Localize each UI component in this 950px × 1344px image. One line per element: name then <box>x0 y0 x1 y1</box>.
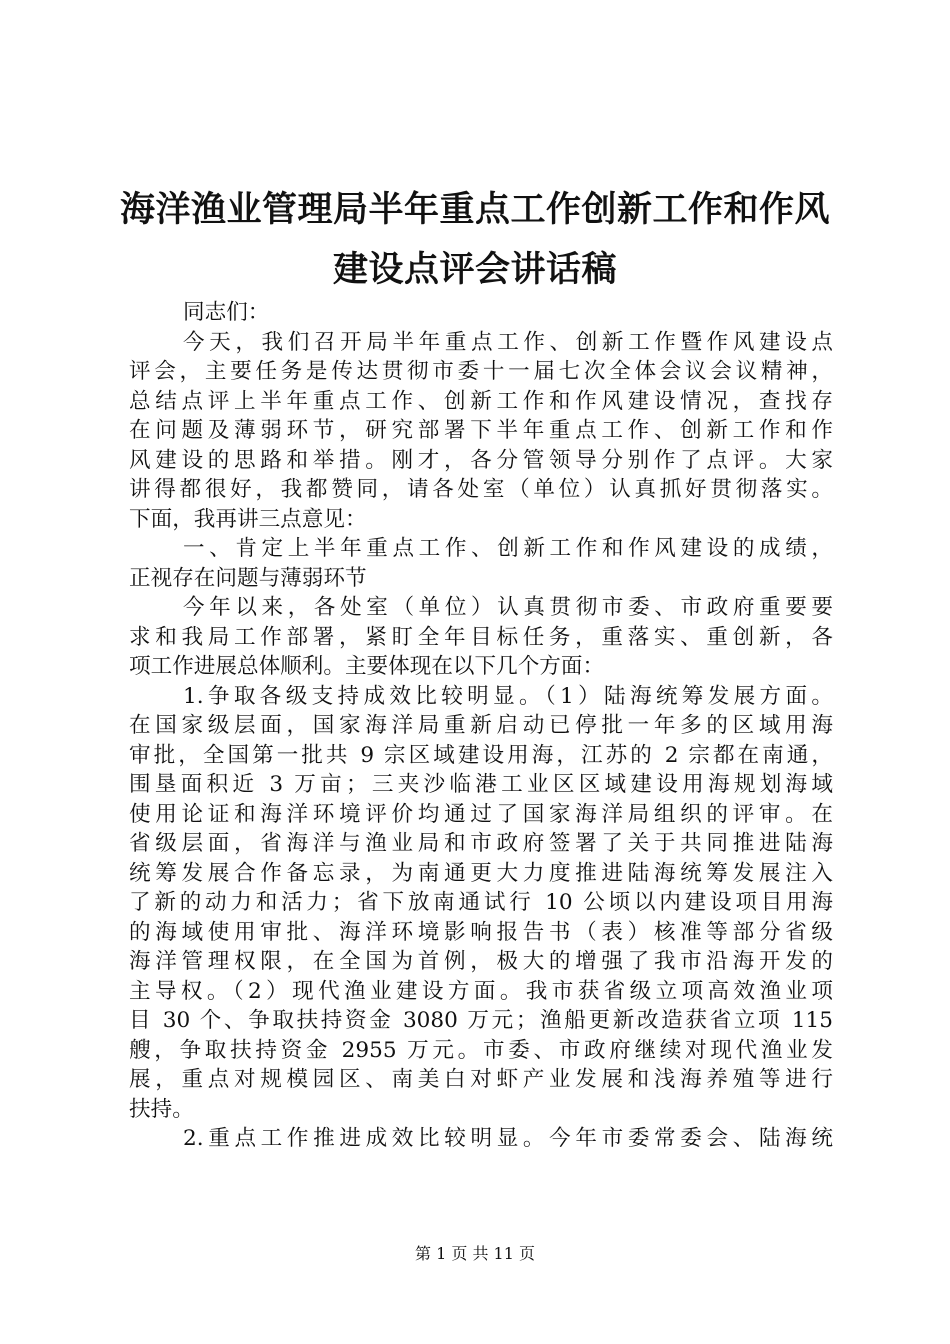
body-line: 展，重点对规模园区、南美白对虾产业发展和浅海养殖等进行 <box>129 1067 833 1092</box>
body-line: 同志们： <box>183 300 270 325</box>
body-line: 目 30 个、争取扶持资金 3080 万元；渔船更新改造获省立项 115 <box>129 1008 833 1033</box>
document-body <box>129 298 833 1154</box>
body-line: 1.争取各级支持成效比较明显。（1）陆海统筹发展方面。 <box>183 683 833 709</box>
body-line: 求和我局工作部署，紧盯全年目标任务，重落实、重创新，各 <box>129 624 833 650</box>
body-line: 今年以来，各处室（单位）认真贯彻市委、市政府重要要 <box>183 595 833 620</box>
body-line: 审批，全国第一批共 9 宗区域建设用海，江苏的 2 宗都在南通， <box>129 742 833 768</box>
body-line: 正视存在问题与薄弱环节 <box>129 565 367 591</box>
body-line: 扶持。 <box>129 1096 194 1122</box>
body-line: 围垦面积近 3 万亩；三夹沙临港工业区区域建设用海规划海域 <box>129 772 833 797</box>
body-line: 评会，主要任务是传达贯彻市委十一届七次全体会议会议精神， <box>129 359 833 384</box>
body-line: 总结点评上半年重点工作、创新工作和作风建设情况，查找存 <box>129 388 833 414</box>
body-line: 海洋管理权限，在全国为首例，极大的增强了我市沿海开发的 <box>129 949 833 974</box>
body-line: 今天，我们召开局半年重点工作、创新工作暨作风建设点 <box>183 329 833 355</box>
document-title-line-1: 海洋渔业管理局半年重点工作创新工作和作风 <box>119 190 830 230</box>
body-line: 项工作进展总体顺利。主要体现在以下几个方面： <box>129 654 605 679</box>
body-line: 2.重点工作推进成效比较明显。今年市委常委会、陆海统 <box>183 1126 833 1151</box>
body-line: 了新的动力和活力；省下放南通试行 10 公顷以内建设项目用海 <box>129 890 833 915</box>
body-line: 风建设的思路和举措。刚才，各分管领导分别作了点评。大家 <box>129 447 833 473</box>
body-line: 统筹发展合作备忘录，为南通更大力度推进陆海统筹发展注入 <box>129 860 833 886</box>
body-line: 在国家级层面，国家海洋局重新启动已停批一年多的区域用海 <box>129 713 833 738</box>
body-line: 在问题及薄弱环节，研究部署下半年重点工作、创新工作和作 <box>129 418 833 443</box>
body-line: 一、肯定上半年重点工作、创新工作和作风建设的成绩， <box>183 536 833 561</box>
body-line: 艘，争取扶持资金 2955 万元。市委、市政府继续对现代渔业发 <box>129 1037 833 1063</box>
document-title-line-2: 建设点评会讲话稿 <box>332 250 617 290</box>
page-footer: 第 1 页 共 11 页 <box>415 1244 535 1263</box>
body-line: 使用论证和海洋环境评价均通过了国家海洋局组织的评审。在 <box>129 801 833 827</box>
body-line: 主导权。（2）现代渔业建设方面。我市获省级立项高效渔业项 <box>129 978 833 1004</box>
body-line: 下面，我再讲三点意见： <box>129 506 367 532</box>
body-line: 讲得都很好，我都赞同，请各处室（单位）认真抓好贯彻落实。 <box>129 477 833 502</box>
body-line: 省级层面，省海洋与渔业局和市政府签署了关于共同推进陆海 <box>129 831 833 856</box>
body-line: 的海域使用审批、海洋环境影响报告书（表）核准等部分省级 <box>129 919 833 945</box>
